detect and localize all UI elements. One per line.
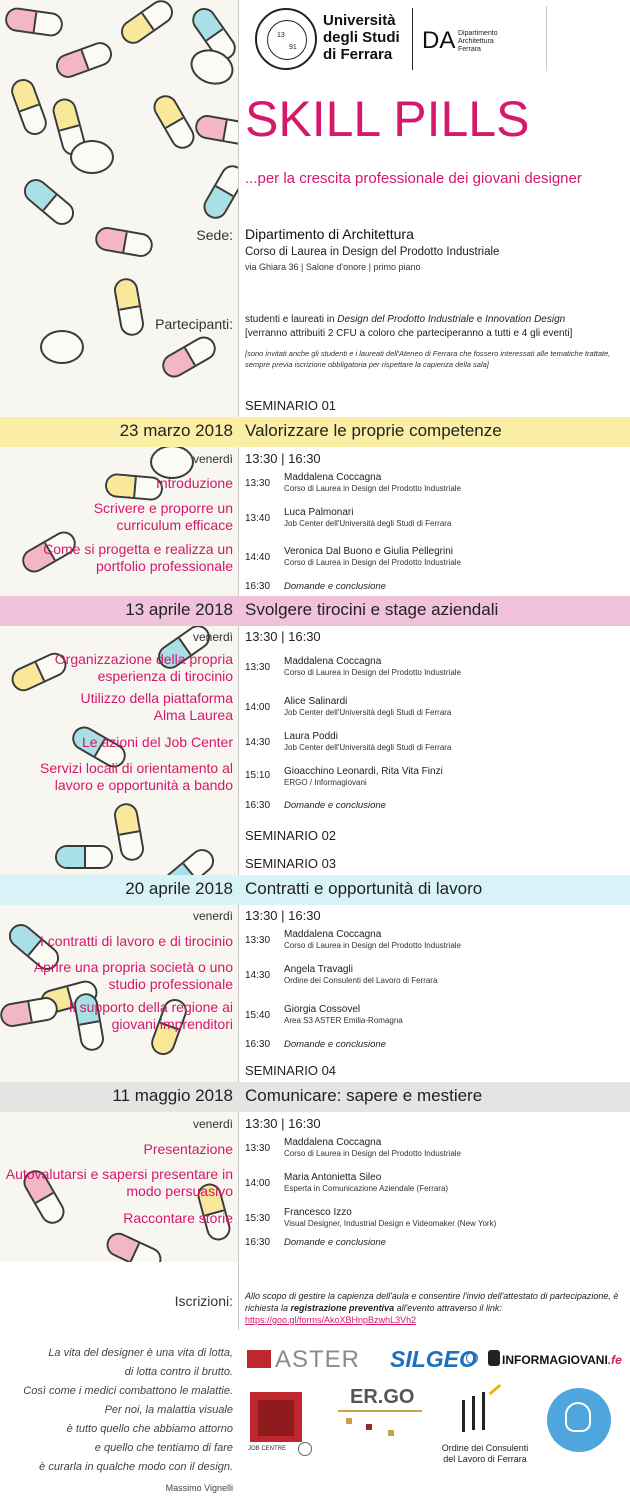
slot-speaker: Veronica Dal Buono e Giulia Pellegrini Corso di Laurea in Design del Prodotto Industriale bbox=[284, 546, 461, 567]
slot-time: 13:30 bbox=[245, 1143, 271, 1154]
aster-logo: ASTER bbox=[275, 1346, 361, 1373]
seminar-band bbox=[0, 596, 630, 626]
pill-icon bbox=[112, 276, 146, 337]
slot-speaker: Francesco Izzo Visual Designer, Industrial Design e Videomaker (New York) bbox=[284, 1207, 497, 1228]
pill-icon bbox=[53, 39, 116, 81]
seminar-topic: Utilizzo della piattaforma Alma Laurea bbox=[80, 690, 233, 723]
iscrizioni-label: Iscrizioni: bbox=[174, 1293, 233, 1309]
seminar-band bbox=[0, 417, 630, 447]
pill-icon bbox=[199, 161, 238, 223]
seminar-topic: Raccontare storie bbox=[123, 1210, 233, 1226]
seminar-topic: I contratti di lavoro e di tirocinio bbox=[40, 933, 233, 949]
pill-icon bbox=[193, 113, 238, 147]
seminar-label: SEMINARIO 04 bbox=[245, 1063, 337, 1078]
slot-time: 13:40 bbox=[245, 513, 271, 524]
job-centre-label: JOB CENTRE bbox=[248, 1446, 287, 1452]
seminar-title: Contratti e opportunità di lavoro bbox=[245, 879, 483, 898]
seminar-date: 20 aprile 2018 bbox=[125, 879, 233, 898]
silgeo-mark-icon bbox=[466, 1352, 478, 1364]
slot-speaker: Luca Palmonari Job Center dell'Università degli Studi di Ferrara bbox=[284, 507, 452, 528]
header-divider bbox=[412, 8, 413, 70]
seminar-topic: Organizzazione della propria esperienza di tirocinio bbox=[54, 651, 233, 684]
slot-speaker: Angela Travagli Ordine dei Consulenti del Lavoro di Ferrara bbox=[284, 964, 438, 985]
seminar-label: SEMINARIO 03 bbox=[245, 856, 337, 871]
ergo-dot-icon bbox=[366, 1424, 372, 1430]
slot-speaker: Gioacchino Leonardi, Rita Vita Finzi ERGO / Informagiovani bbox=[284, 766, 443, 787]
seminar-topic: Autovalutarsi e sapersi presentare in modo persuasivo bbox=[5, 1166, 233, 1199]
seminar-band bbox=[0, 875, 630, 905]
seminar-topic: Le azioni del Job Center bbox=[82, 734, 233, 750]
header-right-rule bbox=[546, 6, 547, 71]
iscrizioni-text: Allo scopo di gestire la capienza dell'aula e consentire l'invio dell'attestato di partecipazione, è richiesta la registrazione preventiva all'evento attraverso il link: bbox=[245, 1291, 619, 1313]
seminar-topic: Il supporto della regione ai giovani imprenditori bbox=[68, 999, 233, 1032]
closing-text: Domande e conclusione bbox=[284, 1039, 386, 1050]
seminar-title: Svolgere tirocini e stage aziendali bbox=[245, 600, 499, 619]
slot-speaker: Maria Antonietta Sileo Esperta in Comunicazione Aziendale (Ferrara) bbox=[284, 1172, 449, 1193]
closing-time: 16:30 bbox=[245, 1039, 271, 1050]
slot-time: 14:00 bbox=[245, 1178, 271, 1189]
seminar-title: Comunicare: sapere e mestiere bbox=[245, 1086, 483, 1105]
ordine-label: Ordine dei Consulenti del Lavoro di Ferrara bbox=[441, 1443, 529, 1464]
aster-mark-icon bbox=[247, 1350, 271, 1368]
job-centre-logo-inner bbox=[258, 1400, 294, 1436]
slot-speaker: Maddalena Coccagna Corso di Laurea in Design del Prodotto Industriale bbox=[284, 656, 461, 677]
seal-year-left: 13 bbox=[277, 32, 285, 39]
pill-icon bbox=[116, 0, 177, 48]
ergo-rule bbox=[338, 1410, 422, 1412]
closing-time: 16:30 bbox=[245, 800, 271, 811]
slot-time: 14:30 bbox=[245, 737, 271, 748]
seminar-topic: Come si progetta e realizza un portfolio professionale bbox=[43, 541, 233, 574]
pill-icon bbox=[8, 76, 50, 139]
sede-address: via Ghiara 36 | Salone d'onore | primo piano bbox=[245, 262, 421, 272]
seminar-day: venerdì bbox=[192, 630, 233, 644]
slot-speaker: Laura Poddi Job Center dell'Università degli Studi di Ferrara bbox=[284, 731, 452, 752]
seminar-band bbox=[0, 1082, 630, 1112]
ergo-dot-icon bbox=[388, 1430, 394, 1436]
slot-time: 13:30 bbox=[245, 662, 271, 673]
slot-time: 14:00 bbox=[245, 702, 271, 713]
sede-name: Dipartimento di Architettura bbox=[245, 226, 414, 242]
slot-speaker: Maddalena Coccagna Corso di Laurea in Design del Prodotto Industriale bbox=[284, 472, 461, 493]
slot-speaker: Maddalena Coccagna Corso di Laurea in Design del Prodotto Industriale bbox=[284, 1137, 461, 1158]
slot-speaker: Giorgia Cossovel Area S3 ASTER Emilia-Romagna bbox=[284, 1004, 403, 1025]
municipality-crest-icon bbox=[298, 1442, 312, 1456]
seminar-topic: Servizi locali di orientamento al lavoro e opportunità a bando bbox=[40, 760, 233, 793]
pill-icon bbox=[149, 91, 199, 153]
tablet-icon bbox=[70, 140, 114, 174]
dept-logo: DA bbox=[422, 27, 456, 54]
seminar-time-range: 13:30 | 16:30 bbox=[245, 629, 321, 644]
ergo-dot-icon bbox=[346, 1418, 352, 1424]
seminar-topic: Introduzione bbox=[155, 475, 233, 491]
seal-year-right: 91 bbox=[289, 44, 297, 51]
seminar-label: SEMINARIO 01 bbox=[245, 398, 337, 413]
dept-name: Dipartimento Architettura Ferrara bbox=[458, 30, 498, 53]
pill-icon bbox=[55, 845, 113, 869]
pill-icon bbox=[112, 801, 146, 862]
slot-speaker: Maddalena Coccagna Corso di Laurea in Design del Prodotto Industriale bbox=[284, 929, 461, 950]
seminar-time-range: 13:30 | 16:30 bbox=[245, 908, 321, 923]
event-title: SKILL PILLS bbox=[245, 91, 530, 147]
seminar-time-range: 13:30 | 16:30 bbox=[245, 1116, 321, 1131]
closing-text: Domande e conclusione bbox=[284, 581, 386, 592]
sede-course: Corso di Laurea in Design del Prodotto Industriale bbox=[245, 246, 500, 258]
partecipanti-note: [sono invitati anche gli studenti e i laureati dell'Ateneo di Ferrara che fossero interessati alle tematiche trattate, sempre previa iscrizione obbligatoria per rispettare la capienza della sala] bbox=[245, 349, 611, 369]
slot-time: 14:40 bbox=[245, 552, 271, 563]
head-profile-logo-icon bbox=[547, 1388, 611, 1452]
partecipanti-line2: [verranno attribuiti 2 CFU a coloro che parteciperanno a tutti e 4 gli eventi] bbox=[245, 328, 573, 339]
seminar-day: venerdì bbox=[192, 452, 233, 466]
slot-speaker: Alice Salinardi Job Center dell'Università degli Studi di Ferrara bbox=[284, 696, 452, 717]
seminar-date: 23 marzo 2018 bbox=[119, 421, 233, 440]
event-subtitle: ...per la crescita professionale dei giovani designer bbox=[245, 170, 582, 187]
slot-time: 14:30 bbox=[245, 970, 271, 981]
ordine-logo-icon bbox=[462, 1392, 506, 1434]
iscrizioni-link[interactable]: https://goo.gl/forms/AkoXBHnpBzwhL3Vh2 bbox=[245, 1315, 417, 1325]
pill-icon bbox=[19, 174, 79, 230]
pill-icon bbox=[4, 6, 65, 38]
closing-time: 16:30 bbox=[245, 1237, 271, 1248]
seminar-time-range: 13:30 | 16:30 bbox=[245, 451, 321, 466]
silgeo-logo: SILGEO bbox=[390, 1346, 477, 1372]
ergo-logo: ER.GO bbox=[350, 1386, 415, 1408]
seminar-day: venerdì bbox=[192, 909, 233, 923]
seminar-date: 13 aprile 2018 bbox=[125, 600, 233, 619]
seminar-topic: Aprire una propria società o uno studio professionale bbox=[33, 959, 233, 992]
sede-label: Sede: bbox=[196, 227, 233, 243]
slot-time: 15:40 bbox=[245, 1010, 271, 1021]
slot-time: 15:10 bbox=[245, 770, 271, 781]
closing-time: 16:30 bbox=[245, 581, 271, 592]
pill-icon bbox=[93, 225, 154, 259]
slot-time: 13:30 bbox=[245, 935, 271, 946]
quote-author: Massimo Vignelli bbox=[165, 1483, 233, 1493]
seminar-label: SEMINARIO 02 bbox=[245, 828, 337, 843]
closing-text: Domande e conclusione bbox=[284, 1237, 386, 1248]
column-divider bbox=[238, 0, 239, 1330]
partecipanti-line1: studenti e laureati in Design del Prodotto Industriale e Innovation Design bbox=[245, 314, 566, 325]
tablet-icon bbox=[150, 445, 194, 479]
seminar-title: Valorizzare le proprie competenze bbox=[245, 421, 502, 440]
pill-icon bbox=[158, 332, 220, 382]
quote: La vita del designer è una vita di lotta, di lotta contro il brutto. Così come i medici combattono le malattie. Per noi, la malattia visuale è tutto quello che abbiamo attorno e quello che tentiamo di fare è curarla in qualche modo con il design. Massimo Vignelli bbox=[3, 1344, 233, 1498]
university-seal-icon bbox=[255, 8, 317, 70]
tablet-icon bbox=[40, 330, 84, 364]
seminar-topic: Presentazione bbox=[143, 1141, 233, 1157]
seminar-date: 11 maggio 2018 bbox=[112, 1086, 233, 1105]
informagiovani-mark-icon bbox=[488, 1350, 500, 1366]
seminar-day: venerdì bbox=[192, 1117, 233, 1131]
seminar-topic: Scrivere e proporre un curriculum efficace bbox=[93, 500, 233, 533]
slot-time: 13:30 bbox=[245, 478, 271, 489]
slot-time: 15:30 bbox=[245, 1213, 271, 1224]
closing-text: Domande e conclusione bbox=[284, 800, 386, 811]
partecipanti-label: Partecipanti: bbox=[155, 316, 233, 332]
informagiovani-logo: INFORMAGIOVANI.fe bbox=[502, 1353, 622, 1367]
university-name: Università degli Studi di Ferrara bbox=[323, 12, 400, 63]
